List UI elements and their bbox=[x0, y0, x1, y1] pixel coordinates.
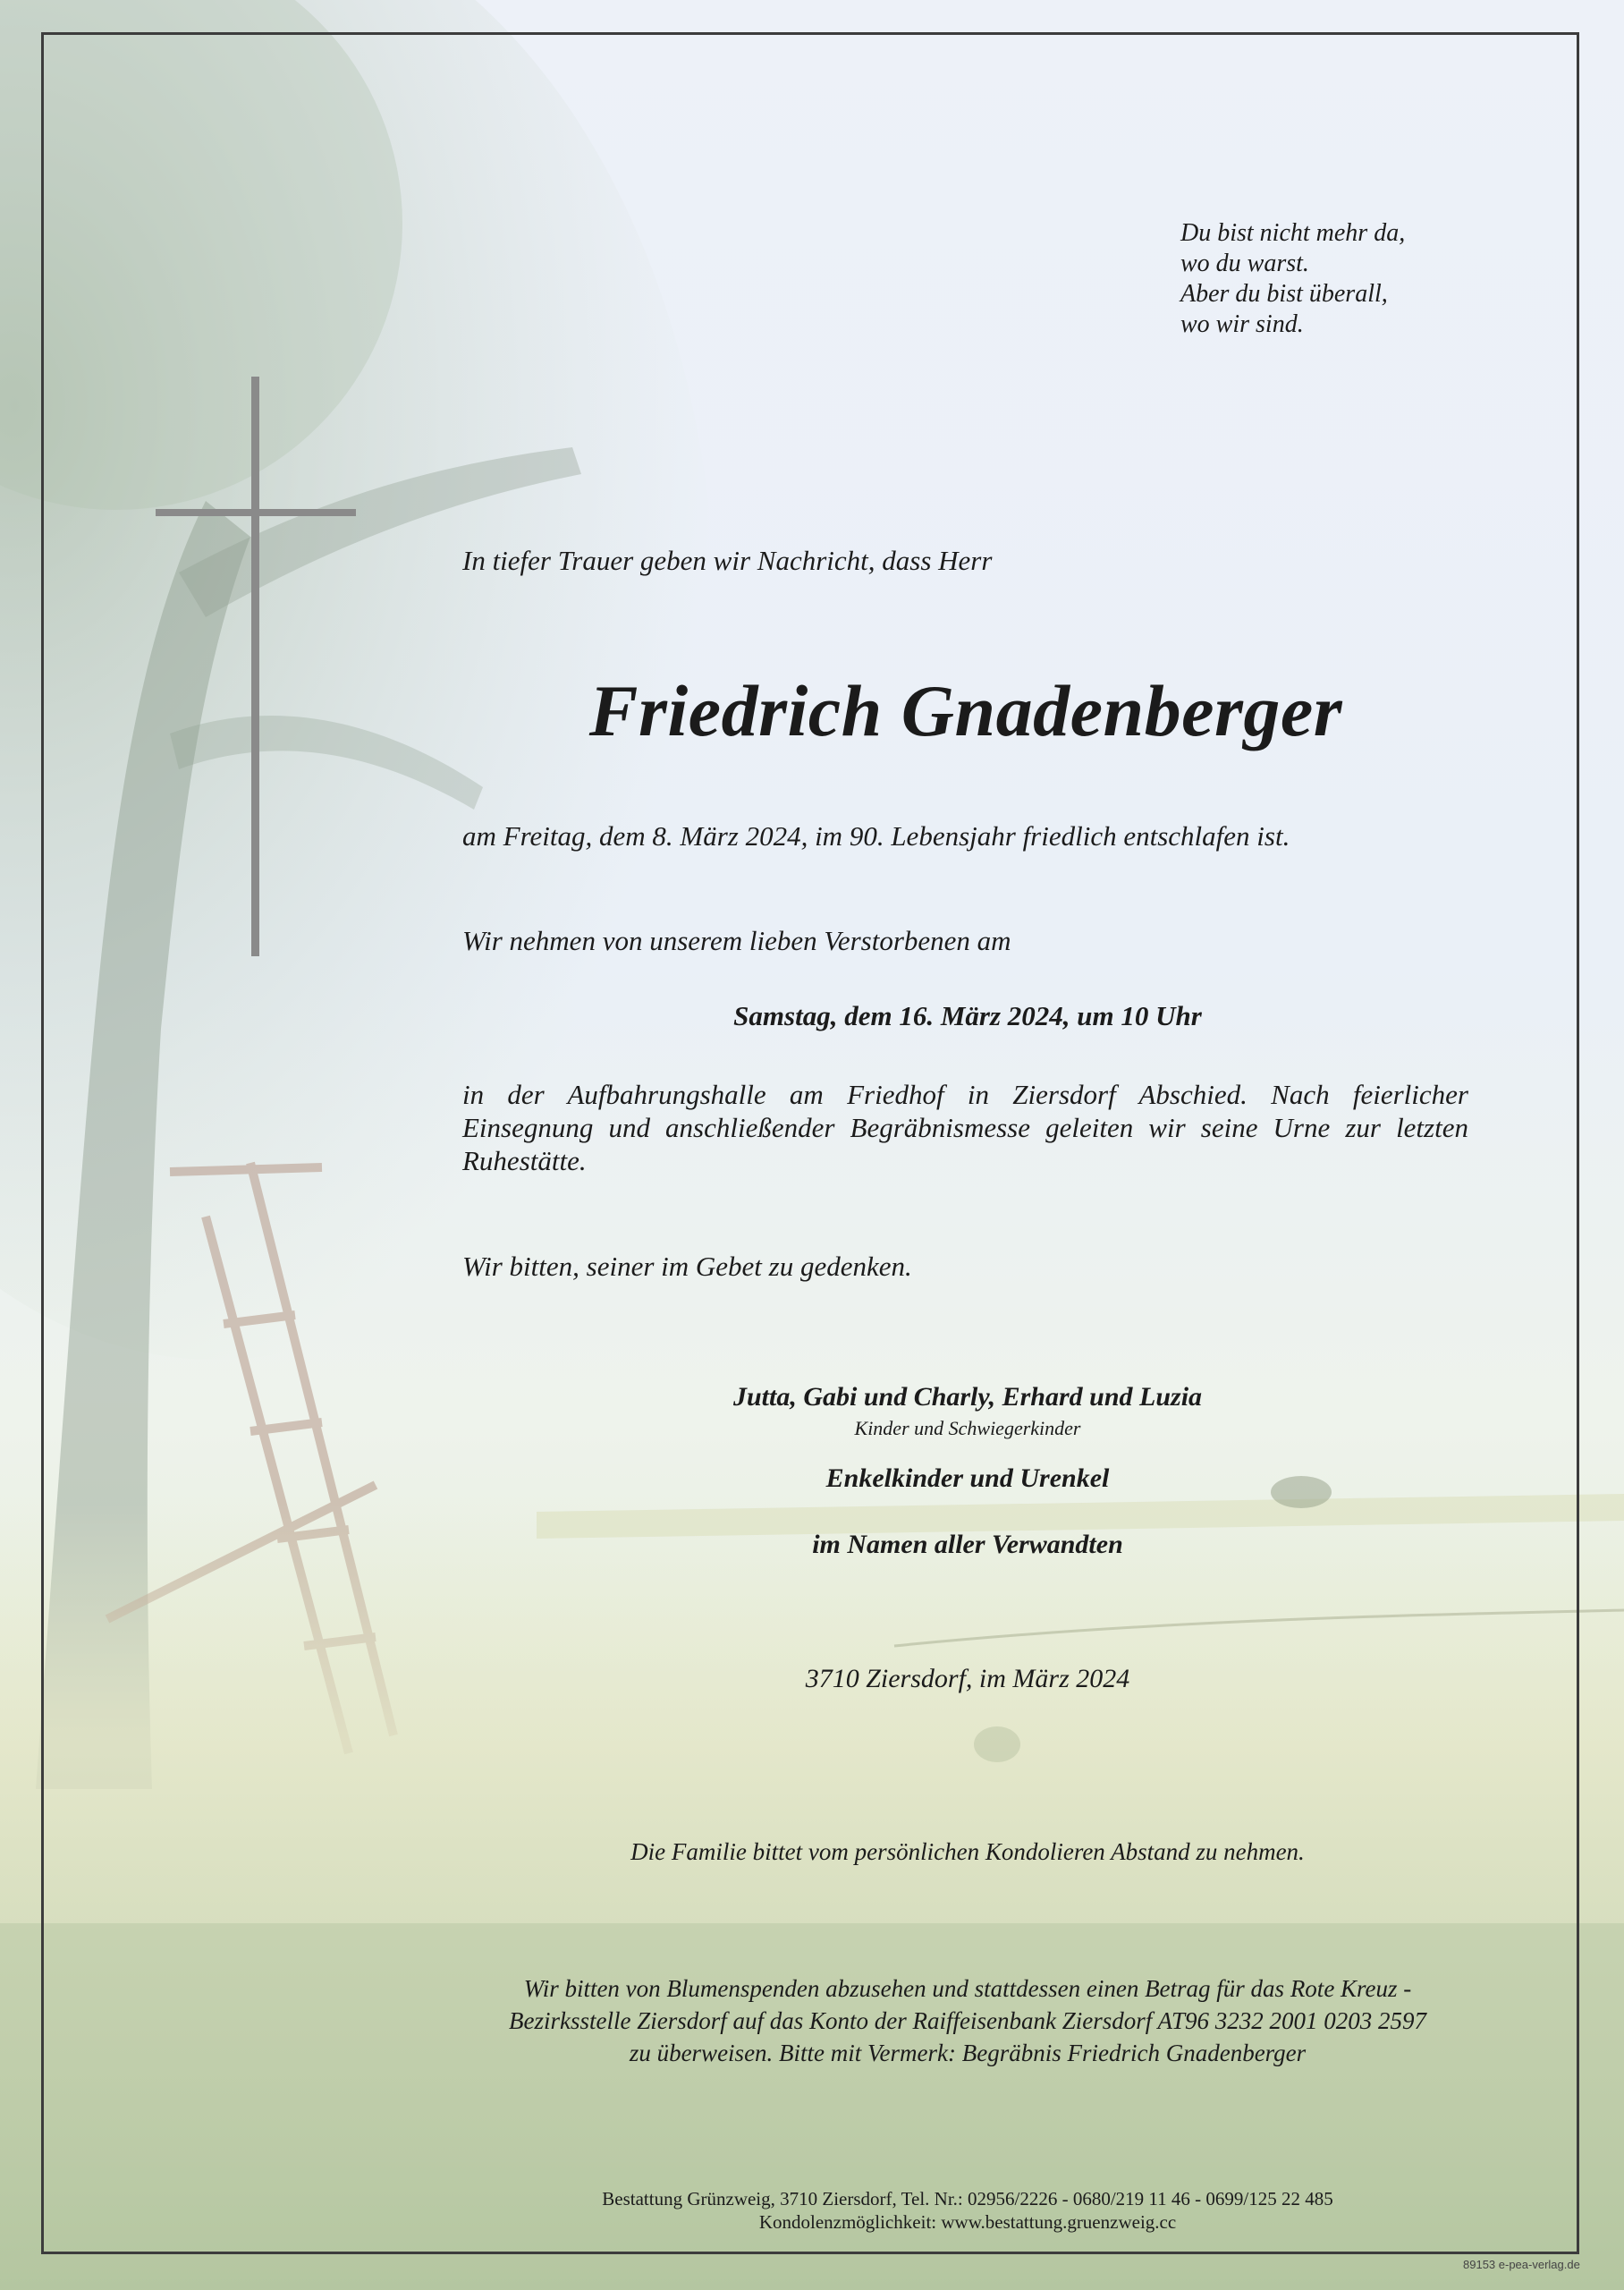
cross-symbol-vertical bbox=[251, 377, 259, 956]
ceremony-text bbox=[462, 1078, 1468, 1177]
mourners-relatives: im Namen aller Verwandten bbox=[812, 1530, 1123, 1559]
prayer-request: Wir bitten, seiner im Gebet zu gedenken. bbox=[462, 1251, 912, 1282]
donation-line: zu überweisen. Bitte mit Vermerk: Begräbnis Friedrich Gnadenberger bbox=[629, 2040, 1307, 2066]
mourners-grandchildren: Enkelkinder und Urenkel bbox=[825, 1463, 1110, 1493]
farewell-intro: Wir nehmen von unserem lieben Verstorbenen am bbox=[462, 925, 1011, 956]
mourners-children-relation: Kinder und Schwiegerkinder bbox=[854, 1417, 1081, 1439]
ceremony-line: Ruhestätte. bbox=[462, 1145, 587, 1176]
footer-contact bbox=[462, 2187, 1473, 2234]
poem-line: Du bist nicht mehr da, bbox=[1180, 219, 1406, 247]
print-code: 89153 e-pea-verlag.de bbox=[1463, 2258, 1580, 2271]
poem bbox=[1180, 218, 1405, 340]
deceased-name: Friedrich Gnadenberger bbox=[588, 670, 1343, 751]
donation-request bbox=[462, 1972, 1473, 2069]
donation-line: Bezirksstelle Ziersdorf auf das Konto der Raiffeisenbank Ziersdorf AT96 3232 2001 0203 2597 bbox=[509, 2007, 1426, 2034]
intro-text: In tiefer Trauer geben wir Nachricht, dass Herr bbox=[462, 545, 993, 576]
mourners-children: Jutta, Gabi und Charly, Erhard und Luzia bbox=[732, 1382, 1203, 1412]
footer-line: Bestattung Grünzweig, 3710 Ziersdorf, Tel. Nr.: 02956/2226 - 0680/219 11 46 - 0699/125 22 485 bbox=[602, 2188, 1333, 2209]
death-notice: am Freitag, dem 8. März 2024, im 90. Lebensjahr friedlich entschlafen ist. bbox=[462, 820, 1290, 852]
ceremony-line: Einsegnung und anschließender Begräbnismesse geleiten wir seine Urne zur letzten bbox=[462, 1112, 1468, 1143]
cross-symbol-horizontal bbox=[156, 509, 356, 516]
poem-line: wo du warst. bbox=[1180, 250, 1309, 277]
donation-line: Wir bitten von Blumenspenden abzusehen und stattdessen einen Betrag für das Rote Kreuz - bbox=[523, 1975, 1412, 2002]
condolence-notice: Die Familie bittet vom persönlichen Kondolieren Abstand zu nehmen. bbox=[630, 1838, 1305, 1865]
footer-line: Kondolenzmöglichkeit: www.bestattung.gruenzweig.cc bbox=[758, 2211, 1177, 2233]
ceremony-line: in der Aufbahrungshalle am Friedhof in Ziersdorf Abschied. Nach feierlicher bbox=[462, 1079, 1468, 1110]
poem-line: wo wir sind. bbox=[1180, 310, 1304, 338]
farewell-date: Samstag, dem 16. März 2024, um 10 Uhr bbox=[733, 1000, 1202, 1031]
place-date: 3710 Ziersdorf, im März 2024 bbox=[805, 1664, 1130, 1693]
poem-line: Aber du bist überall, bbox=[1180, 280, 1388, 308]
